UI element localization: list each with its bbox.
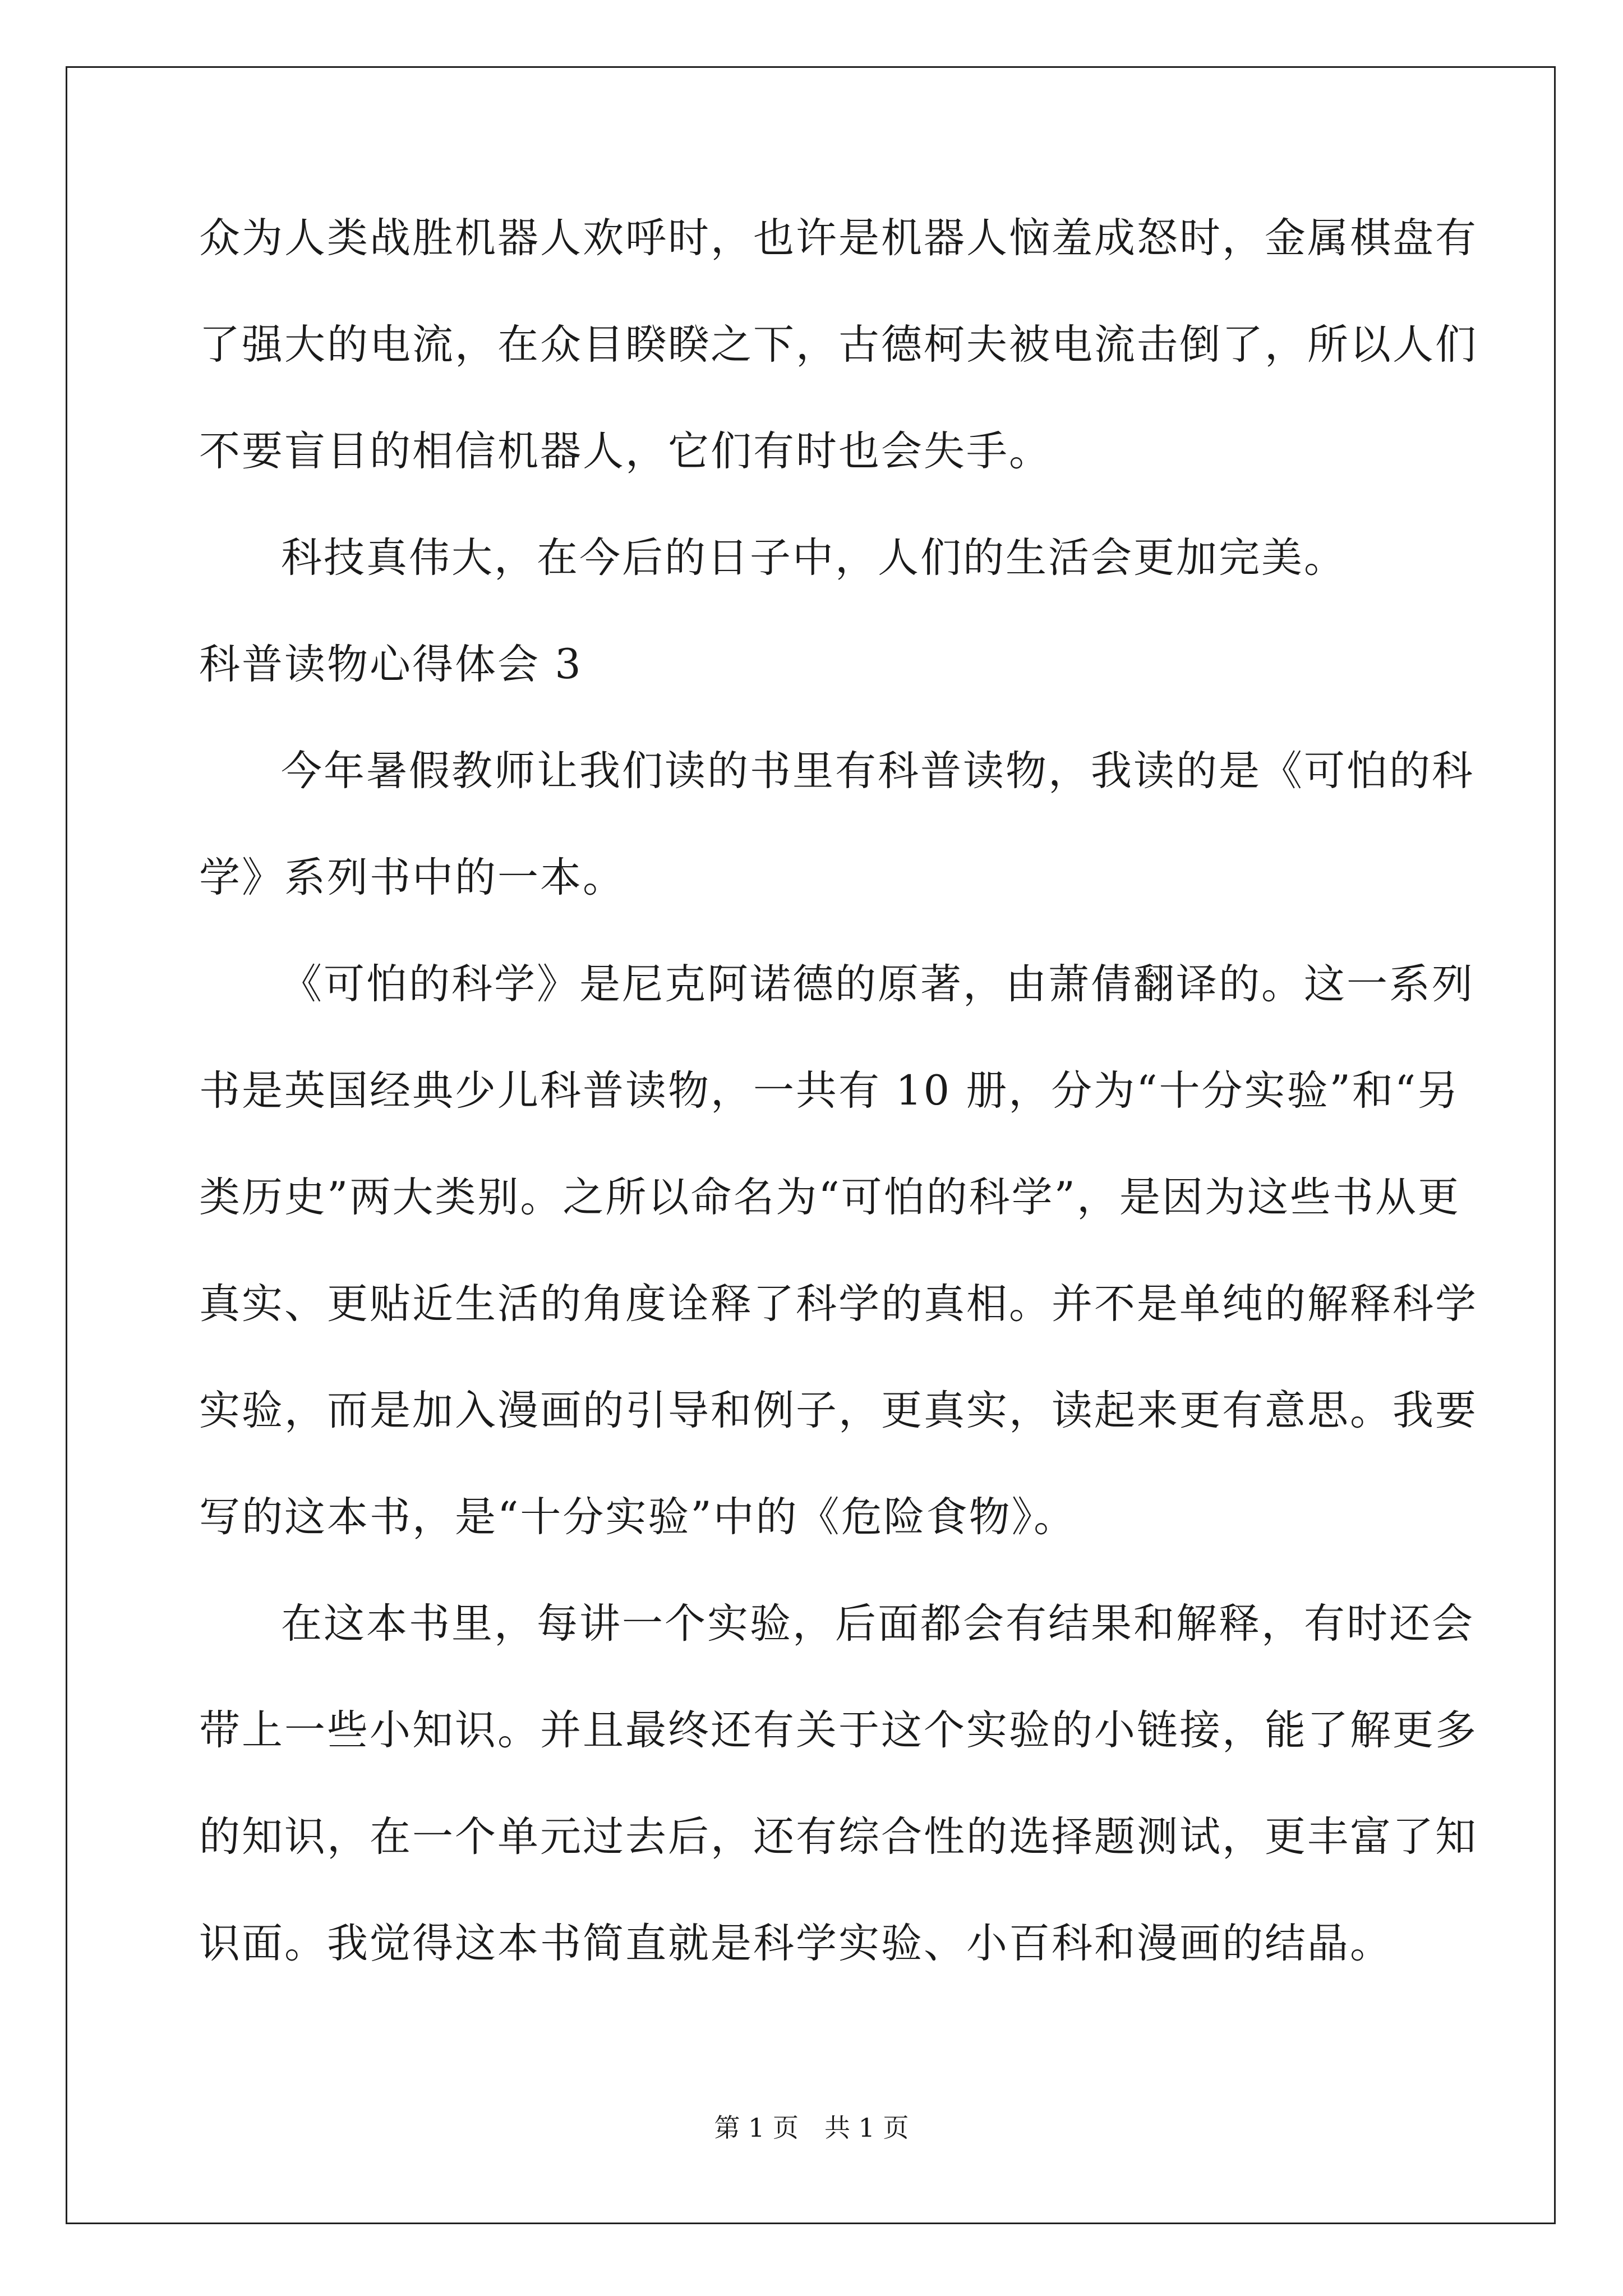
- text-line: 书是英国经典少儿科普读物，一共有 10 册，分为“十分实验”和“另: [199, 1067, 1460, 1115]
- page-footer: 第 1 页 共 1 页: [714, 2113, 909, 2143]
- text-line: 科技真伟大，在今后的日子中，人们的生活会更加完美。: [281, 534, 1347, 582]
- text-line: 《可怕的科学》是尼克阿诺德的原著，由萧倩翻译的。这一系列: [281, 960, 1474, 1008]
- text-line: 在这本书里，每讲一个实验，后面都会有结果和解释，有时还会: [281, 1600, 1474, 1648]
- text-line: 学》系列书中的一本。: [199, 854, 625, 901]
- text-line: 了强大的电流，在众目睽睽之下，古德柯夫被电流击倒了，所以人们: [199, 321, 1478, 369]
- text-line: 今年暑假教师让我们读的书里有科普读物，我读的是《可怕的科: [281, 747, 1474, 795]
- text-line: 真实、更贴近生活的角度诠释了科学的真相。并不是单纯的解释科学: [199, 1280, 1478, 1328]
- text-line: 识面。我觉得这本书简直就是科学实验、小百科和漫画的结晶。: [199, 1920, 1393, 1967]
- text-line: 不要盲目的相信机器人，它们有时也会失手。: [199, 427, 1052, 475]
- document-body: [199, 185, 1478, 1997]
- text-line: 众为人类战胜机器人欢呼时，也许是机器人恼羞成怒时，金属棋盘有: [199, 214, 1478, 262]
- text-line: 实验，而是加入漫画的引导和例子，更真实，读起来更有意思。我要: [199, 1387, 1478, 1434]
- text-line: 科普读物心得体会 3: [199, 641, 583, 688]
- text-line: 写的这本书，是“十分实验”中的《危险食物》。: [199, 1493, 1077, 1541]
- text-line: 类历史”两大类别。之所以命名为“可怕的科学”，是因为这些书从更: [199, 1174, 1460, 1221]
- text-line: 的知识，在一个单元过去后，还有综合性的选择题测试，更丰富了知: [199, 1813, 1478, 1861]
- text-line: 带上一些小知识。并且最终还有关于这个实验的小链接，能了解更多: [199, 1706, 1478, 1754]
